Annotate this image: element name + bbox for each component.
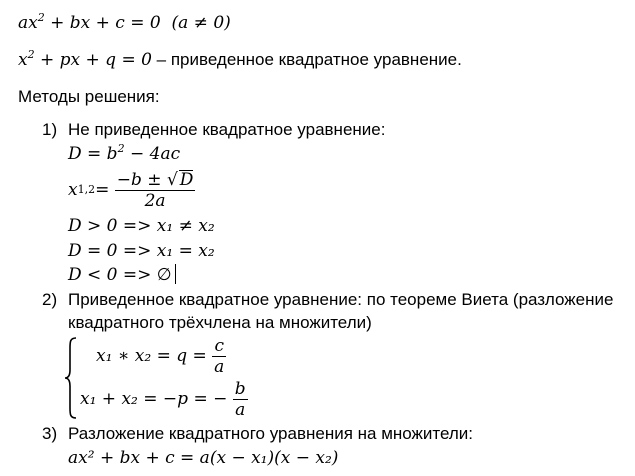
vieta-sum-numerator: b: [234, 378, 246, 399]
method2-number: 2): [42, 290, 58, 309]
reduced-equation-description: – приведенное квадратное уравнение.: [151, 50, 462, 69]
general-equation-condition: (a ≠ 0): [171, 13, 231, 33]
vieta-product-lhs: x₁ ∗ x₂ = q =: [96, 346, 207, 366]
roots-sqrt-radicand: D: [179, 169, 194, 190]
general-equation-exponent: 2: [37, 11, 45, 24]
case-zero-result: x₁ = x₂: [156, 241, 215, 261]
roots-formula: x 1,2 = $\frac{-b \pm √ D}{2a}$: [68, 169, 194, 211]
case-negative: [68, 264, 176, 285]
vieta-sum: [80, 376, 248, 422]
discriminant-formula: [68, 144, 180, 164]
reduced-equation-exponent: 2: [27, 48, 35, 61]
case-positive-result: x₁ ≠ x₂: [156, 216, 215, 236]
general-equation: [18, 13, 231, 33]
reduced-equation-lhs: x: [18, 50, 28, 70]
discriminant-rest: − 4ac: [124, 144, 181, 164]
vieta-product: [96, 333, 226, 379]
case-negative-condition: D < 0 =>: [68, 265, 157, 285]
case-zero-condition: D = 0 =>: [68, 241, 157, 261]
general-equation-rest: + bx + c = 0: [44, 13, 161, 33]
roots-fraction: [115, 170, 196, 211]
discriminant-exponent: 2: [117, 142, 125, 155]
roots-numerator: −b ± √ D: [116, 169, 194, 190]
vieta-product-numerator: c: [214, 335, 224, 356]
factorization-formula: ax² + bx + c = a(x − x₁)(x − x₂): [68, 448, 339, 468]
vieta-sum-lhs: x₁ + x₂ = −p = −: [80, 389, 228, 409]
roots-numerator-prefix: −b ±: [116, 169, 167, 190]
case-positive-condition: D > 0 =>: [68, 216, 157, 236]
vieta-sum-fraction: [233, 379, 248, 420]
text-cursor[interactable]: [175, 264, 176, 284]
roots-lhs: x: [68, 180, 78, 200]
reduced-equation-rest: + px + q = 0: [34, 50, 152, 70]
reduced-equation: [18, 50, 462, 70]
vieta-sum-denominator: a: [233, 399, 248, 420]
method2-title-line2: квадратного трёхчлена на множители): [68, 313, 372, 332]
case-negative-result: ∅: [156, 265, 172, 285]
system-brace-icon: [64, 336, 78, 420]
methods-heading: Методы решения:: [18, 87, 160, 106]
roots-denominator: 2a: [115, 190, 196, 211]
vieta-product-fraction: [212, 336, 226, 377]
method2-title-line1: Приведенное квадратное уравнение: по теореме Виета (разложение: [68, 290, 614, 309]
case-zero: [68, 241, 215, 261]
vieta-product-denominator: a: [214, 356, 225, 377]
case-positive: [68, 216, 215, 236]
discriminant-lhs: D = b: [68, 144, 118, 164]
method3-title: Разложение квадратного уравнения на множители:: [68, 424, 474, 443]
method3-number: 3): [42, 424, 58, 443]
general-equation-lhs: ax: [18, 13, 38, 33]
roots-equals: =: [95, 180, 110, 200]
method1-number: 1): [42, 120, 58, 139]
method1-title: Не приведенное квадратное уравнение:: [68, 120, 386, 139]
